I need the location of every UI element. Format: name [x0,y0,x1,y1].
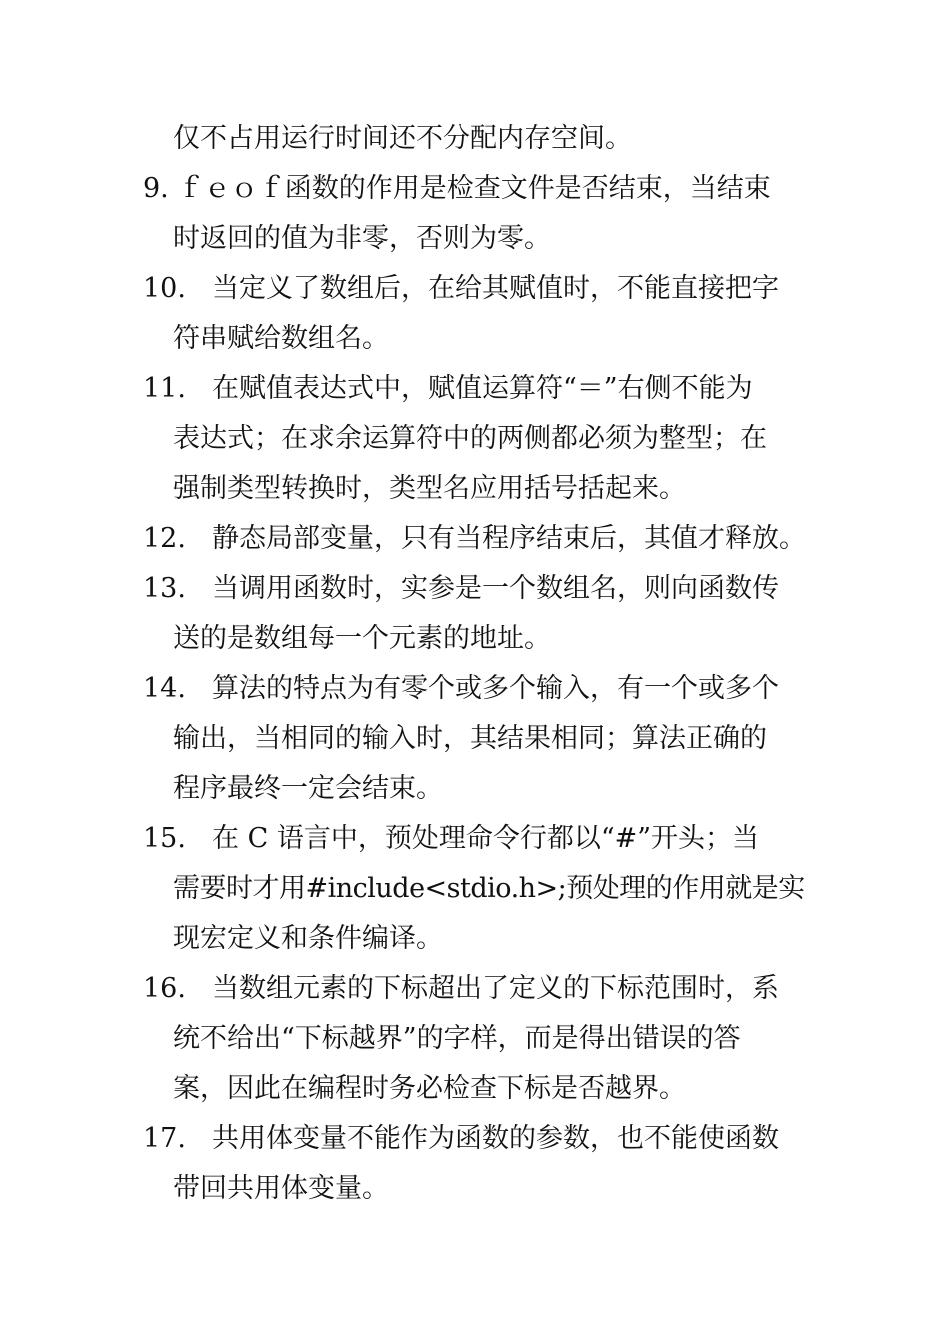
line-text: 当调用函数时，实参是一个数组名，则向函数传 [212,573,779,604]
line-text: 程序最终一定会结束。 [173,773,443,804]
list-item-14 [143,667,807,717]
line-text: 当数组元素的下标超出了定义的下标范围时，系 [212,973,779,1004]
line-text: 需要时才用#include<stdio.h>;预处理的作用就是实 [173,873,805,904]
text-line [143,1017,807,1067]
item-number: 16. [143,973,186,1004]
list-item-9 [143,167,807,217]
document-body [143,117,807,1217]
text-line [143,917,807,967]
line-text: ｆｅｏｆ函数的作用是检查文件是否结束，当结束 [176,173,771,204]
item-number: 14. [143,673,186,704]
line-text: 仅不占用运行时间还不分配内存空间。 [173,123,632,154]
list-item-10 [143,267,807,317]
line-text: 输出，当相同的输入时，其结果相同；算法正确的 [173,723,767,754]
item-number: 10. [143,273,186,304]
text-line [143,767,807,817]
line-text: 符串赋给数组名。 [173,323,389,354]
line-text: 静态局部变量，只有当程序结束后，其值才释放。 [212,523,806,554]
item-number: 15. [143,823,186,854]
line-text: 当定义了数组后，在给其赋值时，不能直接把字 [212,273,779,304]
line-text: 时返回的值为非零，否则为零。 [173,223,551,254]
list-item-17 [143,1117,807,1167]
list-item-11 [143,367,807,417]
list-item-15 [143,817,807,867]
text-line [143,717,807,767]
line-text: 在赋值表达式中，赋值运算符“＝”右侧不能为 [212,373,753,404]
text-line [143,467,807,517]
line-text: 在 C 语言中，预处理命令行都以“#”开头；当 [212,823,760,854]
line-text: 算法的特点为有零个或多个输入，有一个或多个 [212,673,779,704]
list-item-16 [143,967,807,1017]
item-number: 17. [143,1123,186,1154]
line-text: 案，因此在编程时务必检查下标是否越界。 [173,1073,686,1104]
text-line [143,417,807,467]
line-text: 现宏定义和条件编译。 [173,923,443,954]
text-line [143,867,807,917]
text-line [143,217,807,267]
text-line [143,1067,807,1117]
line-text: 统不给出“下标越界”的字样，而是得出错误的答 [173,1023,741,1054]
item-number: 9. [143,173,169,204]
list-item-12 [143,517,807,567]
item-number: 12. [143,523,186,554]
line-text: 共用体变量不能作为函数的参数，也不能使函数 [212,1123,779,1154]
line-text: 送的是数组每一个元素的地址。 [173,623,551,654]
text-line [143,1167,807,1217]
list-item-13 [143,567,807,617]
line-text: 表达式；在求余运算符中的两侧都必须为整型；在 [173,423,767,454]
item-number: 11. [143,373,186,404]
text-line [143,317,807,367]
item-number: 13. [143,573,186,604]
text-line [143,617,807,667]
line-text: 强制类型转换时，类型名应用括号括起来。 [173,473,686,504]
line-text: 带回共用体变量。 [173,1173,389,1204]
text-line [143,117,807,167]
